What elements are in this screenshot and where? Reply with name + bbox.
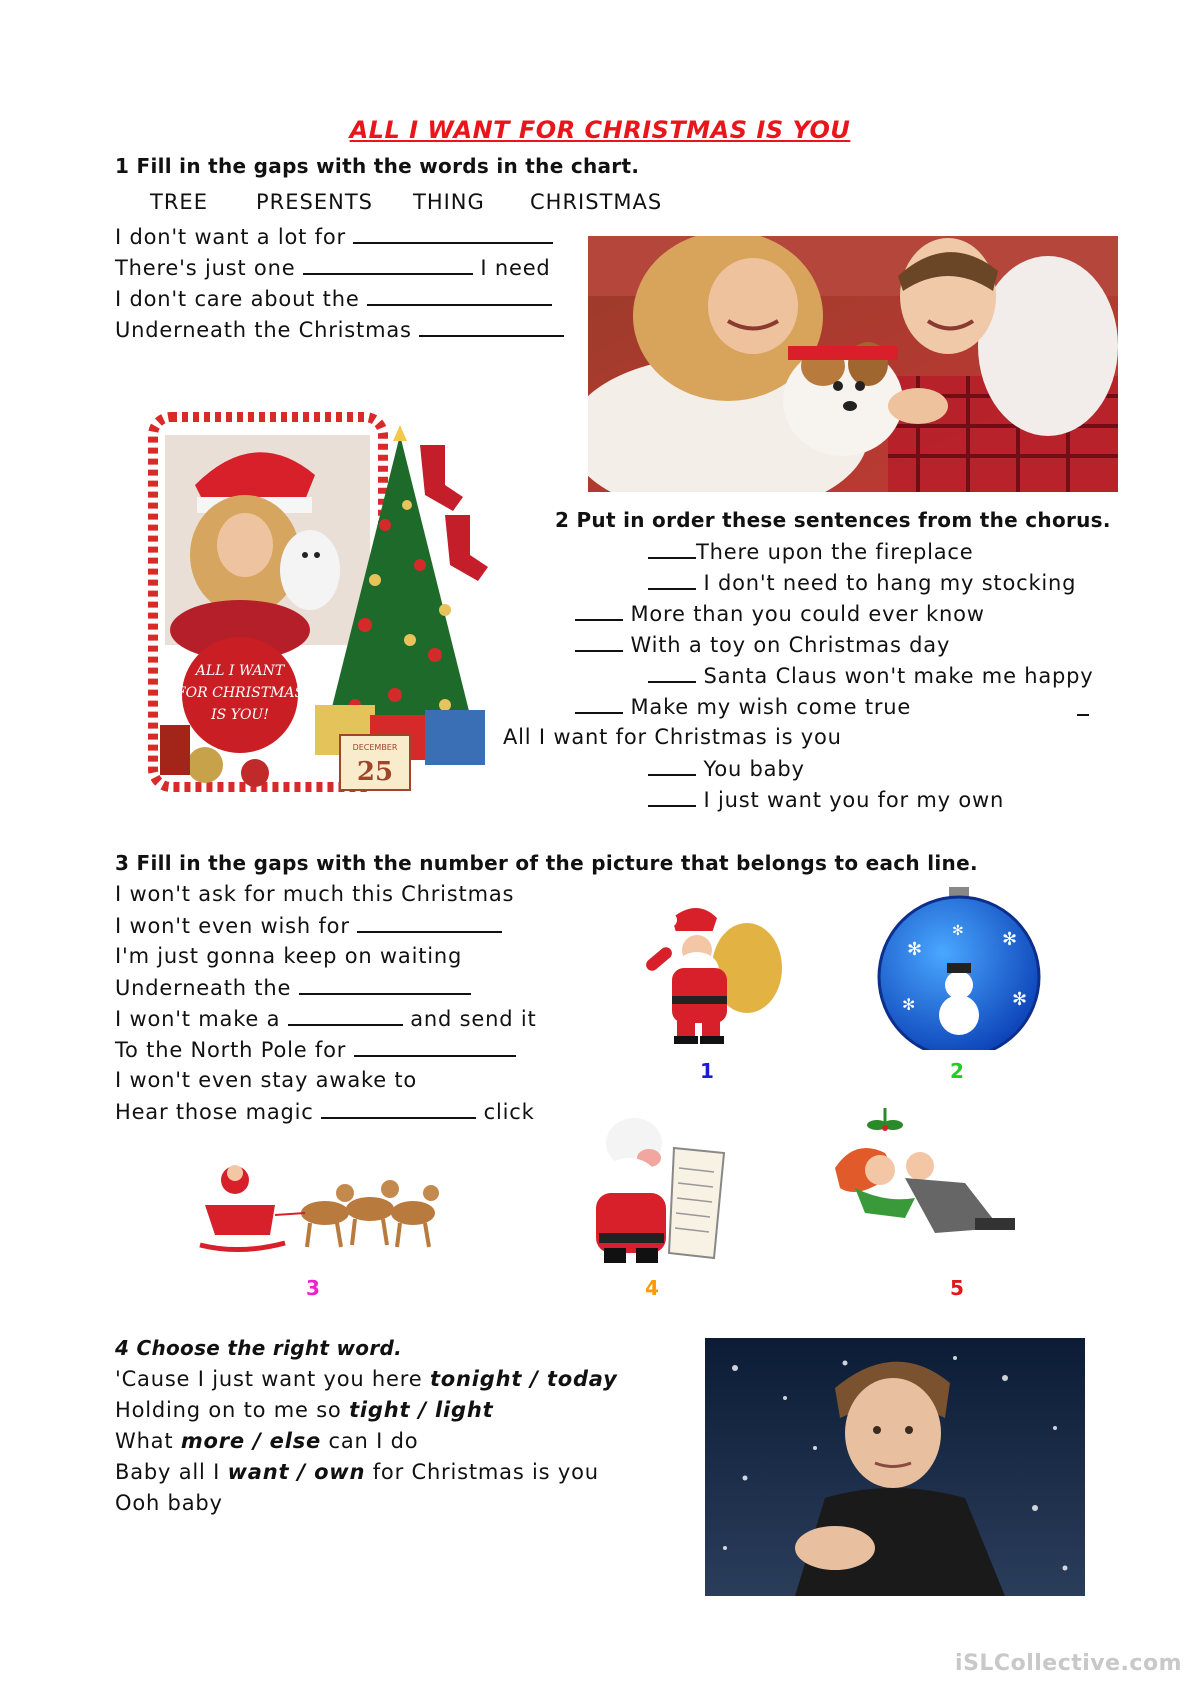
order-blank[interactable] xyxy=(575,601,623,621)
s2-line-2 xyxy=(648,570,1076,595)
collage-mariah-christmas-tree xyxy=(145,405,510,800)
gap-blank[interactable] xyxy=(321,1099,476,1119)
s3-line-4 xyxy=(115,975,471,1000)
s4-line-3-text: What xyxy=(115,1429,181,1453)
order-blank[interactable] xyxy=(648,539,696,559)
option-else[interactable]: else xyxy=(269,1429,322,1453)
s3-line-7 xyxy=(115,1068,417,1092)
option-light[interactable]: light xyxy=(435,1398,494,1422)
s4-line-4: Baby all I want / own for Christmas is you xyxy=(115,1460,599,1484)
s1-line-2-text: There's just one xyxy=(115,256,296,280)
picture-number-2: 2 xyxy=(950,1059,964,1083)
s4-line-3: What more / else can I do xyxy=(115,1429,419,1453)
picture-number-4: 4 xyxy=(645,1276,659,1300)
s2-line-7-text: All I want for Christmas is you xyxy=(503,725,842,749)
s3-line-2-text: I won't even wish for xyxy=(115,914,350,938)
section1-heading: 1 Fill in the gaps with the words in the chart. xyxy=(115,154,640,178)
s2-line-4-text: With a toy on Christmas day xyxy=(630,633,951,657)
gap-blank[interactable] xyxy=(299,975,471,995)
gap-blank[interactable] xyxy=(357,913,502,933)
s4-line-5 xyxy=(115,1491,223,1515)
s2-line-4 xyxy=(575,632,950,657)
s4-line-4-after: for Christmas is you xyxy=(365,1460,599,1484)
svg-text:✻: ✻ xyxy=(902,995,916,1014)
picture-number-1: 1 xyxy=(700,1059,714,1083)
s2-line-9-text: I just want you for my own xyxy=(703,788,1005,812)
s4-line-1: 'Cause I just want you here tonight / today xyxy=(115,1367,618,1391)
s2-line-6 xyxy=(575,694,911,719)
s3-line-5-text: I won't make a xyxy=(115,1007,281,1031)
s3-line-8 xyxy=(115,1099,535,1124)
calendar-day: 25 xyxy=(356,757,394,787)
s2-line-6-text: Make my wish come true xyxy=(630,695,912,719)
stray-dash xyxy=(1077,714,1089,716)
option-today[interactable]: today xyxy=(546,1367,618,1391)
s2-line-9 xyxy=(648,787,1004,812)
s3-line-1-text: I won't ask for much this Christmas xyxy=(115,882,515,906)
s3-line-7-text: I won't even stay awake to xyxy=(115,1068,418,1092)
s3-line-6 xyxy=(115,1037,516,1062)
worksheet-title: ALL I WANT FOR CHRISTMAS IS YOU xyxy=(349,116,851,144)
s1-line-2-after: I need xyxy=(480,256,551,280)
svg-text:✻: ✻ xyxy=(952,923,964,939)
order-blank[interactable] xyxy=(575,632,623,652)
word-christmas: CHRISTMAS xyxy=(530,190,663,214)
gap-blank[interactable] xyxy=(367,286,552,306)
s1-line-4-text: Underneath the Christmas xyxy=(115,318,412,342)
s4-line-5-text: Ooh baby xyxy=(115,1491,223,1515)
svg-text:✻: ✻ xyxy=(907,939,923,960)
picture-santa-reading-list xyxy=(574,1108,754,1268)
section3-heading: 3 Fill in the gaps with the number of the picture that belongs to each line. xyxy=(115,851,978,875)
s3-line-8-after: click xyxy=(483,1100,535,1124)
collage-text-2: FOR CHRISTMAS xyxy=(175,685,305,701)
order-blank[interactable] xyxy=(648,756,696,776)
s2-line-7 xyxy=(503,725,842,749)
s2-line-3 xyxy=(575,601,985,626)
s3-line-2 xyxy=(115,913,502,938)
s2-line-1 xyxy=(648,539,973,564)
s3-line-3 xyxy=(115,944,462,968)
picture-ornament-snowman xyxy=(872,885,1047,1050)
option-tonight[interactable]: tonight xyxy=(429,1367,523,1391)
s3-line-6-text: To the North Pole for xyxy=(115,1038,347,1062)
s3-line-4-text: Underneath the xyxy=(115,976,292,1000)
option-own[interactable]: own xyxy=(314,1460,366,1484)
collage-text-3: IS YOU! xyxy=(211,707,269,723)
order-blank[interactable] xyxy=(648,570,696,590)
picture-santa-with-sack xyxy=(632,898,790,1046)
s4-line-1-text: 'Cause I just want you here xyxy=(115,1367,430,1391)
photo-singers-with-dog xyxy=(588,236,1118,492)
collage-text-1: ALL I WANT xyxy=(195,663,285,679)
s4-line-2-text: Holding on to me so xyxy=(115,1398,350,1422)
svg-text:✻: ✻ xyxy=(1002,929,1018,950)
section4-heading: 4 Choose the right word. xyxy=(115,1336,403,1360)
gap-blank[interactable] xyxy=(303,255,473,275)
photo-singer-in-snow xyxy=(705,1338,1085,1596)
s1-line-4 xyxy=(115,317,564,342)
s2-line-1-text: There upon the fireplace xyxy=(696,540,974,564)
s4-line-3-after: can I do xyxy=(321,1429,419,1453)
s3-line-5-after: and send it xyxy=(410,1007,537,1031)
option-more[interactable]: more xyxy=(180,1429,245,1453)
svg-text:✻: ✻ xyxy=(1012,989,1028,1010)
word-presents: PRESENTS xyxy=(256,190,373,214)
s1-line-3-text: I don't care about the xyxy=(115,287,360,311)
word-thing: THING xyxy=(413,190,485,214)
order-blank[interactable] xyxy=(648,663,696,683)
s2-line-3-text: More than you could ever know xyxy=(630,602,985,626)
s1-line-3 xyxy=(115,286,552,311)
calendar-month: DECEMBER xyxy=(352,743,398,752)
s3-line-5 xyxy=(115,1006,537,1031)
watermark: iSLCollective.com xyxy=(955,1651,1182,1676)
word-tree: TREE xyxy=(150,190,208,214)
s2-line-5-text: Santa Claus won't make me happy xyxy=(703,664,1094,688)
s4-line-2: Holding on to me so tight / light xyxy=(115,1398,494,1422)
s2-line-5 xyxy=(648,663,1094,688)
picture-number-3: 3 xyxy=(306,1276,320,1300)
s2-line-2-text: I don't need to hang my stocking xyxy=(703,571,1077,595)
picture-mistletoe-kiss xyxy=(825,1108,1030,1243)
s3-line-8-text: Hear those magic xyxy=(115,1100,314,1124)
s1-line-2 xyxy=(115,255,551,280)
s1-line-1 xyxy=(115,224,553,249)
s2-line-8 xyxy=(648,756,805,781)
picture-number-5: 5 xyxy=(950,1276,964,1300)
gap-blank[interactable] xyxy=(419,317,564,337)
order-blank[interactable] xyxy=(575,694,623,714)
gap-blank[interactable] xyxy=(354,1037,516,1057)
option-tight[interactable]: tight xyxy=(349,1398,411,1422)
s1-line-1-text: I don't want a lot for xyxy=(115,225,346,249)
order-blank[interactable] xyxy=(648,787,696,807)
gap-blank[interactable] xyxy=(288,1006,403,1026)
s2-line-8-text: You baby xyxy=(703,757,805,781)
s3-line-3-text: I'm just gonna keep on waiting xyxy=(115,944,463,968)
gap-blank[interactable] xyxy=(353,224,553,244)
option-want[interactable]: want xyxy=(227,1460,290,1484)
section2-heading: 2 Put in order these sentences from the chorus. xyxy=(555,508,1111,532)
s3-line-1 xyxy=(115,882,514,906)
picture-sleigh-reindeer xyxy=(195,1135,440,1263)
s4-line-4-text: Baby all I xyxy=(115,1460,228,1484)
